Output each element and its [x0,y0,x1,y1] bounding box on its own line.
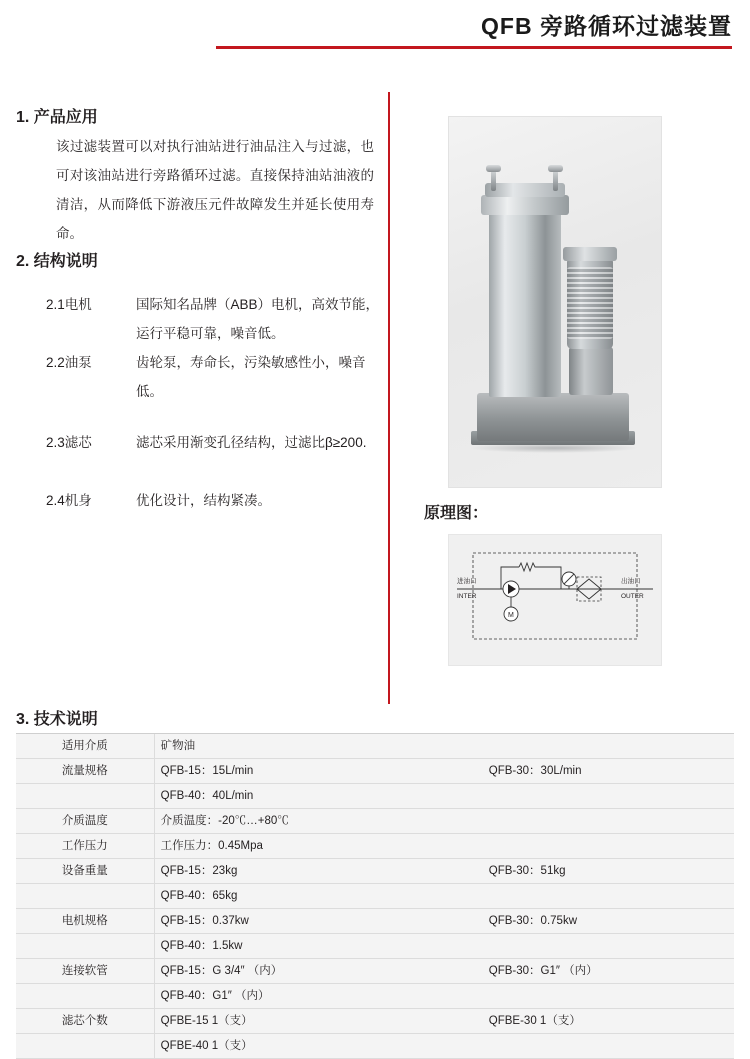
row-mid: QFBE-15 1（支） [154,1009,483,1034]
photo-base-housing [477,393,629,441]
row-mid: QFB-15：15L/min [154,759,483,784]
product-application-paragraph: 该过滤装置可以对执行油站进行油品注入与过滤，也可对该油站进行旁路循环过滤。直接保持油站油液的清洁，从而降低下游液压元件故障发生并延长使用寿命。 [56,139,374,241]
table-row [16,959,734,984]
table-row [16,759,734,784]
header-red-rule [216,46,732,49]
table-row [16,734,734,759]
table-row [16,784,734,809]
structure-item-element-label: 2.3滤芯 [46,435,92,450]
row-right [483,884,734,909]
structure-item-motor [46,290,386,348]
structure-item-pump-text: 齿轮泵，寿命长，污染敏感性小，噪音低。 [136,355,366,399]
row-label [16,884,154,909]
photo-knob-right [548,165,563,172]
table-row [16,859,734,884]
row-right [483,834,734,859]
photo-vessel-flange [481,195,569,215]
row-right: QFB-30：30L/min [483,759,734,784]
row-label: 流量规格 [16,759,154,784]
row-mid: QFB-15：G 3/4″ （内） [154,959,483,984]
structure-item-element [46,428,386,457]
row-label [16,984,154,1009]
row-label [16,934,154,959]
table-row [16,1034,734,1059]
principle-diagram [448,534,662,666]
row-right: QFBE-30 1（支） [483,1009,734,1034]
spec-table [16,734,734,1059]
table-row [16,884,734,909]
structure-item-pump-label: 2.2油泵 [46,355,92,370]
section-heading-technical: 3. 技术说明 [16,711,98,728]
table-row [16,934,734,959]
row-right [483,984,734,1009]
row-mid: 工作压力：0.45Mpa [154,834,483,859]
row-right: QFB-30：51kg [483,859,734,884]
row-right [483,934,734,959]
page-header [0,0,750,56]
row-mid: QFB-15：0.37kw [154,909,483,934]
section-heading-structure: 2. 结构说明 [16,253,98,270]
structure-item-body [46,486,386,515]
structure-item-pump [46,348,386,406]
row-label: 介质温度 [16,809,154,834]
diagram-relief-spring [519,563,545,571]
row-mid: QFB-40：1.5kw [154,934,483,959]
row-mid: 介质温度：-20℃…+80℃ [154,809,483,834]
spec-table-wrapper [16,734,734,1059]
principle-diagram-svg [449,535,661,665]
row-label [16,1034,154,1059]
diagram-inlet-cn-label: 进油口 [457,578,477,585]
row-label [16,784,154,809]
diagram-outlet-en-label: OUTER [621,593,644,600]
photo-filter-vessel [489,211,561,397]
row-right [483,734,734,759]
photo-motor-fins [567,267,613,339]
row-label: 滤芯个数 [16,1009,154,1034]
row-mid: QFB-40：65kg [154,884,483,909]
row-mid: QFB-40：40L/min [154,784,483,809]
row-right [483,784,734,809]
row-mid: QFB-15：23kg [154,859,483,884]
page-title: QFB 旁路循环过滤装置 [481,13,732,39]
row-mid: QFB-40：G1″ （内） [154,984,483,1009]
row-label: 电机规格 [16,909,154,934]
structure-item-element-text: 滤芯采用渐变孔径结构，过滤比β≥200. [136,435,367,450]
structure-item-motor-text: 国际知名品牌（ABB）电机，高效节能，运行平稳可靠，噪音低。 [136,297,380,341]
structure-item-body-text: 优化设计，结构紧凑。 [136,493,271,508]
vertical-red-divider [388,92,390,704]
row-label: 设备重量 [16,859,154,884]
photo-knob-left [486,165,501,172]
row-mid: QFBE-40 1（支） [154,1034,483,1059]
section-heading-product-application: 1. 产品应用 [16,109,98,126]
row-right [483,809,734,834]
row-label: 连接软管 [16,959,154,984]
photo-motor-cap [563,247,617,261]
table-row [16,834,734,859]
photo-bolt-left [491,171,496,191]
row-label: 适用介质 [16,734,154,759]
table-row [16,984,734,1009]
diagram-bypass-line-right [545,567,561,589]
diagram-enclosure [473,553,637,639]
diagram-outlet-cn-label: 出油口 [621,578,641,585]
diagram-motor-symbol: M [508,612,514,619]
structure-item-body-label: 2.4机身 [46,493,92,508]
row-mid: 矿物油 [154,734,483,759]
table-row [16,909,734,934]
row-right: QFB-30：G1″ （内） [483,959,734,984]
table-row [16,1009,734,1034]
row-right: QFB-30：0.75kw [483,909,734,934]
row-label: 工作压力 [16,834,154,859]
structure-item-motor-label: 2.1电机 [46,297,92,312]
photo-pump [569,347,613,395]
diagram-inlet-en-label: INTER [457,593,477,600]
photo-bolt-right [553,171,558,191]
table-row [16,809,734,834]
principle-diagram-title: 原理图： [424,505,489,522]
product-photo [448,116,662,488]
row-right [483,1034,734,1059]
